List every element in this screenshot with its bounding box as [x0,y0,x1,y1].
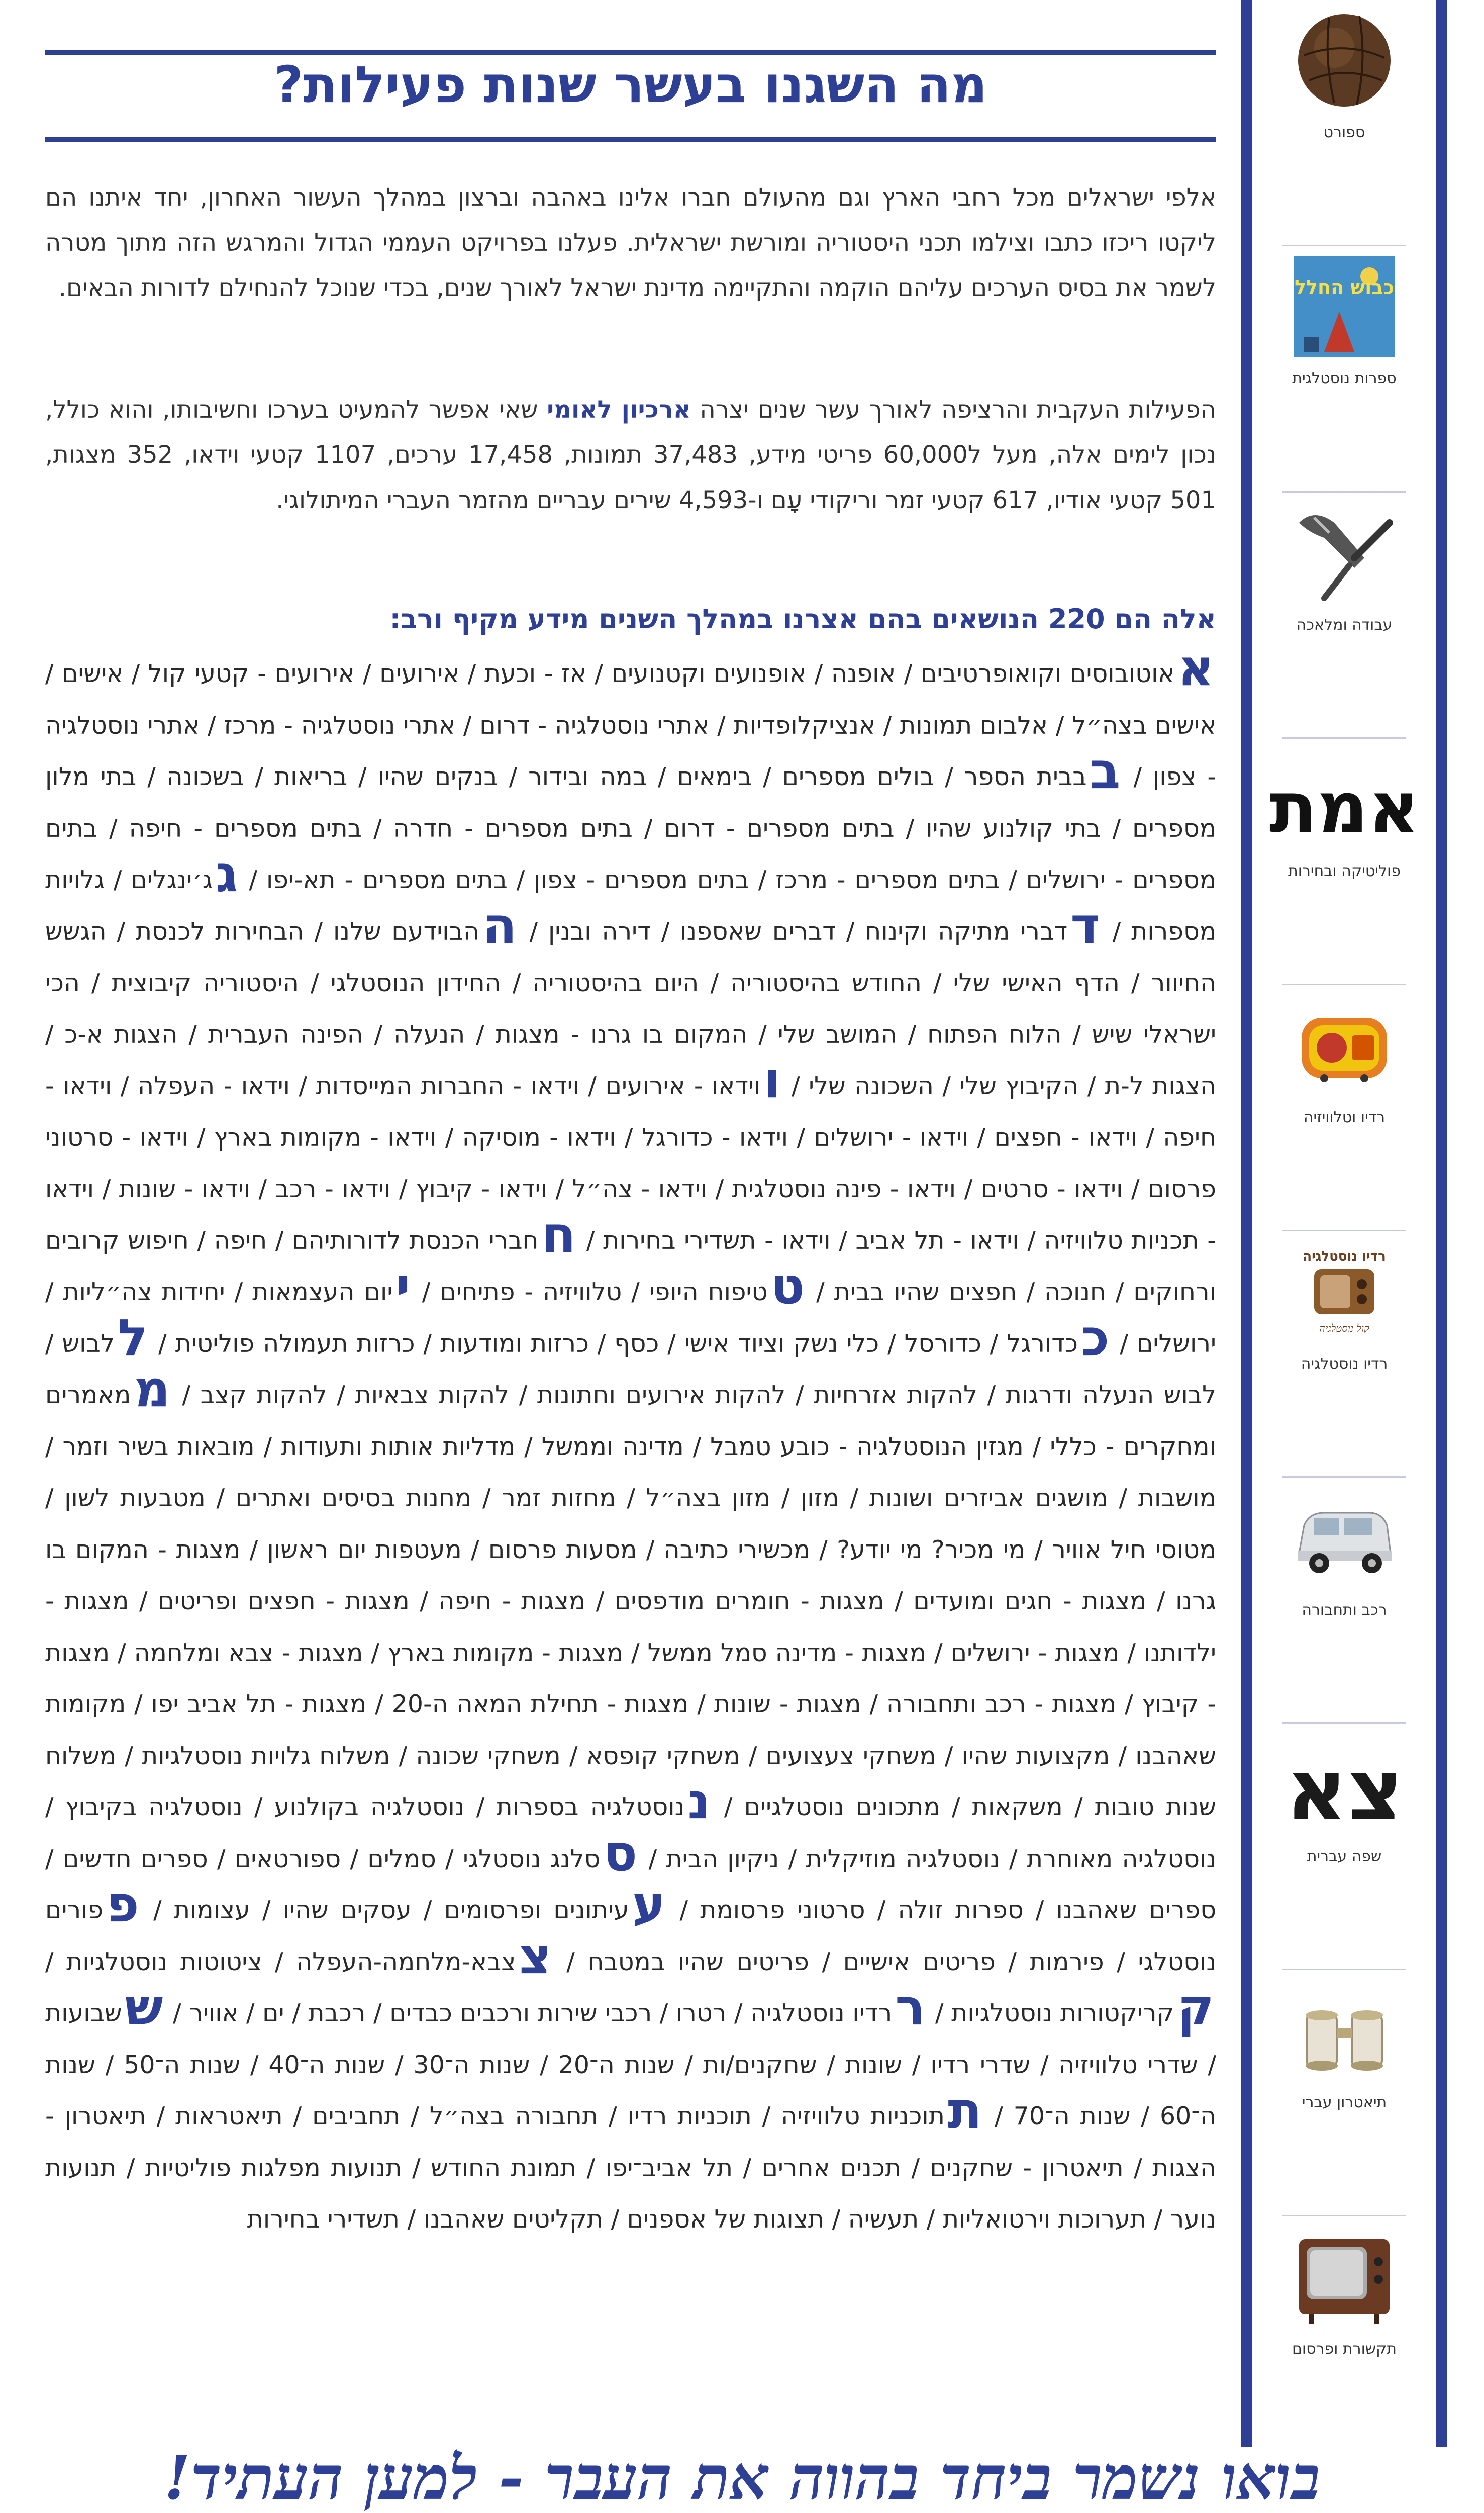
topic-group-text[interactable]: סלנג נוסטלגי / סמלים / ספורטאים / ספרים חדשים / ספרים שאהבנו / ספרות זולה / סרטוני פרסומת / [45,1844,1217,1924]
football-icon [1294,10,1395,111]
archive-text-after: שאי אפשר להמעיט בערכו וחשיבותו, והוא כולל, נכון לימים אלה, מעל ל60,000 פריטי מידע, 37,483 תמונות, 17,458 ערכים, 1107 קטעי וידאו, 352 מצגות, 501 קטעי אודיו, 617 קטעי זמר וריקודי עָם ו-4,593 שירים עבריים מהזמר העברי המיתולוגי. [45,396,1217,514]
footer-slogan: בואו נשמר ביחד בהווה את העבר - למען העתיד! [164,2443,1320,2513]
vintage-car-icon [1294,1488,1395,1588]
sidebar-right-bar [1436,0,1447,2447]
sidebar-item-politics[interactable] [1252,739,1436,985]
sidebar-item-sport[interactable] [1252,0,1436,246]
topic-group-text[interactable]: שבועות / שדרי טלוויזיה / שדרי רדיו / שונות / שחקנים/ות / שנות ה־20 / שנות ה־30 / שנות ה־40 / שנות ה־50 / שנות ה־60 / שנות ה־70 / [45,1999,1216,2131]
hebrew-letters-icon [1285,1734,1404,1840]
topic-letter: ק [1177,1978,1214,2037]
opera-glasses-icon [1294,1980,1395,2081]
topic-letter: ע [632,1875,666,1934]
sidebar-item-radio-nostalgia[interactable] [1252,1231,1436,1478]
pickaxe-icon [1294,503,1395,603]
topic-letter: כ [1080,1308,1110,1367]
topic-group-text[interactable]: בבית הספר / בולים מספרים / בימאים / במה ובידור / בנקים שהיו / בריאות / בשכונה / בתי מלון מספרים / בתי קולנוע שהיו / בתים מספרים - דרום / בתים מספרים - חדרה / בתים מספרים - חיפה / בתים מספרים - ירושלים / בתים מספרים - מרכז / בתים מספרים - צפון / בתים מספרים - תא-יפו / [45,762,1217,894]
topic-group-text[interactable]: הבוידעם שלנו / הבחירות לכנסת / הגשש החיוור / הדף האישי שלי / החודש בהיסטוריה / היום בהיסטוריה / החידון הנוסטלגי / היסטוריה קיבוצית / הכי ישראלי שיש / הלוח הפתוח / המושב שלי / המקום בו גרנו - מצגות / הנעלה / הפינה העברית / הצגות א-כ / הצגות ל-ת / הקיבוץ שלי / השכונה שלי / [45,917,1216,1100]
topic-group-text[interactable]: אוטובוסים וקואופרטיבים / אופנה / אופנועים וקטנועים / אז - וכעת / אירועים / אירועים - קטעי קול / אישים / אישים בצה״ל / אלבום תמונות / אנציקלופדיות / אתרי נוסטלגיה - דרום / אתרי נוסטלגיה - מרכז / אתרי נוסטלגיה - צפון / [45,659,1216,791]
topic-group-text[interactable]: תוכניות טלוויזיה / תוכניות רדיו / תחבורה בצה״ל / תחביבים / תיאטראות / תיאטרון - הצגות / תיאטרון - שחקנים / תכנים אחרים / תל אביב־יפו / תמונת החודש / תנועות מפלגות פוליטיות / תנועות נוער / תערוכות וירטואליות / תעשיה / תצוגות של אספנים / תקליטים שאהבנו / תשדירי בחירות [45,2102,1216,2234]
sidebar-item-nostalgic-literature[interactable] [1252,246,1436,493]
book-cover-title: כבוש החלל [1295,276,1394,299]
radio-nostalgia-logo-icon [1294,1241,1395,1342]
sidebar-item-work-and-craft[interactable] [1252,493,1436,739]
topic-group-text[interactable]: רדיו נוסטלגיה / רטרו / רכבי שירות ורכבים כבדים / רכבת / ים / אוויר / [173,1999,893,2027]
hebrew-letters-text: צא [1285,1741,1404,1840]
archive-highlight: ארכיון לאומי [547,396,691,424]
radio-logo-text: רדיו נוסטלגיה [1303,1249,1386,1264]
topic-letter: פ [106,1875,139,1934]
topic-group-text[interactable]: וידאו - אירועים / וידאו - החברות המייסדות / וידאו - העפלה / וידאו - חיפה / וידאו - חפצים / וידאו - ירושלים / וידאו - כדורגל / וידאו - מוסיקה / וידאו - מקומות בארץ / וידאו - סרטוני פרסום / וידאו - סרטים / וידאו - פינה נוסטלגית / וידאו - צה״ל / וידאו - קיבוץ / וידאו - רכב / וידאו - שונות / וידאו - תכניות טלוויזיה / וידאו - תל אביב / וידאו - תשדירי בחירות / [45,1072,1216,1255]
book-cover-icon [1294,256,1395,357]
topic-letter: ב [1090,741,1121,800]
topic-group-text[interactable]: צבא-מלחמה-העפלה / ציטוטות נוסטלגיות / [45,1947,516,1976]
topic-group-text[interactable]: חברי הכנסת לדורותיהם / חיפה / חיפוש קרובים ורחוקים / חנוכה / חפצים שהיו בבית / [45,1226,1217,1306]
topic-group-text[interactable]: מאמרים ומחקרים - כללי / מגזין הנוסטלגיה - כובע טמבל / מדינה וממשל / מדליות אותות ותעודות / מובאות בשיר וזמר / מושבות / מושגים אביזרים ושונות / מזון / מזון בצה״ל / מחזות זמר / מחנות בסיסים ואתרים / מטבעות לשון / מטוסי חיל אוויר / מי מכיר? מי יודע? / מכשירי כתיבה / מסעות פרסום / מעטפות יום ראשון / מצגות - המקום בו גרנו / מצגות - חגים ומועדים / מצגות - חומרים מודפסים / מצגות - חיפה / מצגות - חפצים ופריטים / מצגות - ילדותנו / מצגות - ירושלים / מצגות - מדינה סמל ממשל / מצגות - מקומות בארץ / מצגות - צבא ומלחמה / מצגות - קיבוץ / מצגות - רכב ותחבורה / מצגות - שונות / מצגות - תחילת המאה ה-20 / מצגות - תל אביב יפו / מקומות שאהבנו / מקצועות שהיו / משחקי צעצועים / משחקי קופסא / משחקי שכונה / משלוח גלויות נוסטלגיות / משלוח שנות טובות / משקאות / מתכונים נוסטלגיים / [45,1381,1217,1821]
radio-logo-subtext: קול נוסטלגיה [1319,1322,1369,1334]
topic-letter: ת [947,2081,982,2140]
topic-letter: ל [117,1308,148,1367]
sidebar-item-label: פוליטיקה ובחירות [1288,862,1401,880]
topic-group-text[interactable]: קריקטורות נוסטלגיות / [935,1999,1174,2027]
vintage-tv-icon [1294,2227,1395,2327]
sidebar-item-label: תיאטרון עברי [1302,2094,1387,2111]
archive-paragraph [45,387,1216,523]
topic-group-text[interactable]: פורים נוסטלגי / פירמות / פריטים אישיים / פריטים שהיו במטבח / [45,1896,1217,1976]
sidebar-item-label: רכב ותחבורה [1302,1601,1387,1619]
sidebar-item-label: רדיו וטלוויזיה [1303,1109,1386,1126]
page-title: מה השגנו בעשר שנות פעילות? [274,55,987,114]
topic-group-text[interactable]: כדורגל / כדורסל / כלי נשק וציוד אישי / כסף / כרזות ומודעות / כרזות תעמולה פוליטית / [158,1329,1078,1358]
sidebar-item-theatre[interactable] [1252,1970,1436,2216]
sidebar-item-radio-tv[interactable] [1252,985,1436,1231]
topic-group-text[interactable]: לבוש / לבוש הנעלה ודרגות / להקות אזרחיות / להקות אירועים וחתונות / להקות צבאיות / להקות קצב / [45,1329,1216,1409]
topic-letter: ט [770,1257,805,1315]
sidebar-item-vehicles[interactable] [1252,1478,1436,1724]
emet-logo-icon [1269,749,1420,849]
sidebar-item-label: עבודה ומלאכה [1296,616,1393,634]
category-sidebar [1241,0,1447,2447]
sidebar-item-hebrew-language[interactable] [1252,1724,1436,1970]
topic-letter: ד [1070,896,1100,955]
title-bottom-rule [45,137,1216,142]
topics-list [45,638,1217,2246]
topic-group-text[interactable]: עיתונים ופרסומים / עסקים שהיו / עצומות / [153,1896,629,1924]
title-top-rule [45,50,1216,55]
topic-letter: א [1177,638,1214,697]
topics-heading: אלה הם 220 הנושאים בהם אצרנו במהלך השנים מידע מקיף ורב: [389,603,1216,635]
sidebar-left-bar [1241,0,1252,2447]
topic-letter: ג [215,844,238,903]
topic-letter: ו [763,1050,781,1109]
topic-group-text[interactable]: דברי מתיקה וקינוח / דברים שאספנו / דירה ובנין / [529,917,1068,946]
topic-letter: ס [603,1823,638,1882]
sidebar-item-label: תקשורת ופרסום [1292,2340,1397,2358]
vintage-radio-icon [1294,995,1395,1096]
topic-group-text[interactable]: יום העצמאות / יחידות צה״ליות / ירושלים / [45,1278,1216,1358]
intro-paragraph: אלפי ישראלים מכל רחבי הארץ וגם מהעולם חברו אלינו באהבה וברצון במהלך העשור האחרון, יחד איתנו הם ליקטו ריכזו כתבו וצילמו תכני היסטוריה ומורשת ישראלית. פעלנו בפרויקט העממי הגדול והמרגש הזה מתוך מטרה לשמר את בסיס הערכים עליהם הוקמה והתקיימה מדינת ישראל לאורך שנים, בכדי שנוכל להנחילם לדורות הבאים. [45,183,1216,302]
topic-letter: ח [541,1205,576,1264]
topic-letter: מ [134,1360,170,1418]
topic-group-text[interactable]: ג׳ינגלים / גלויות מספרות / [45,865,1217,946]
topic-group-text[interactable]: נוסטלגיה בספרות / נוסטלגיה בקולנוע / נוסטלגיה בקיבוץ / נוסטלגיה מאוחרת / נוסטלגיה מוזיקלית / ניקיון הבית / [45,1793,1216,1873]
topic-letter: ר [895,1978,926,2037]
archive-text-before: הפעילות העקבית והרציפה לאורך עשר שנים יצרה [700,396,1217,424]
topic-letter: צ [519,1926,552,1985]
sidebar-item-media[interactable] [1252,2216,1436,2463]
sidebar-item-label: שפה עברית [1307,1848,1382,1865]
topic-letter: ש [125,1978,163,2037]
topic-group-text[interactable]: טיפוח היופי / טלוויזיה - פתיחים / [422,1278,768,1306]
sidebar-item-label: ספורט [1323,124,1365,141]
topic-letter: נ [687,1772,711,1830]
sidebar-item-label: רדיו נוסטלגיה [1301,1355,1388,1373]
topic-letter: ה [482,896,517,955]
emet-logo-text: אמת [1269,767,1420,849]
topic-letter: י [395,1257,411,1315]
sidebar-item-label: ספרות נוסטלגית [1292,370,1397,388]
